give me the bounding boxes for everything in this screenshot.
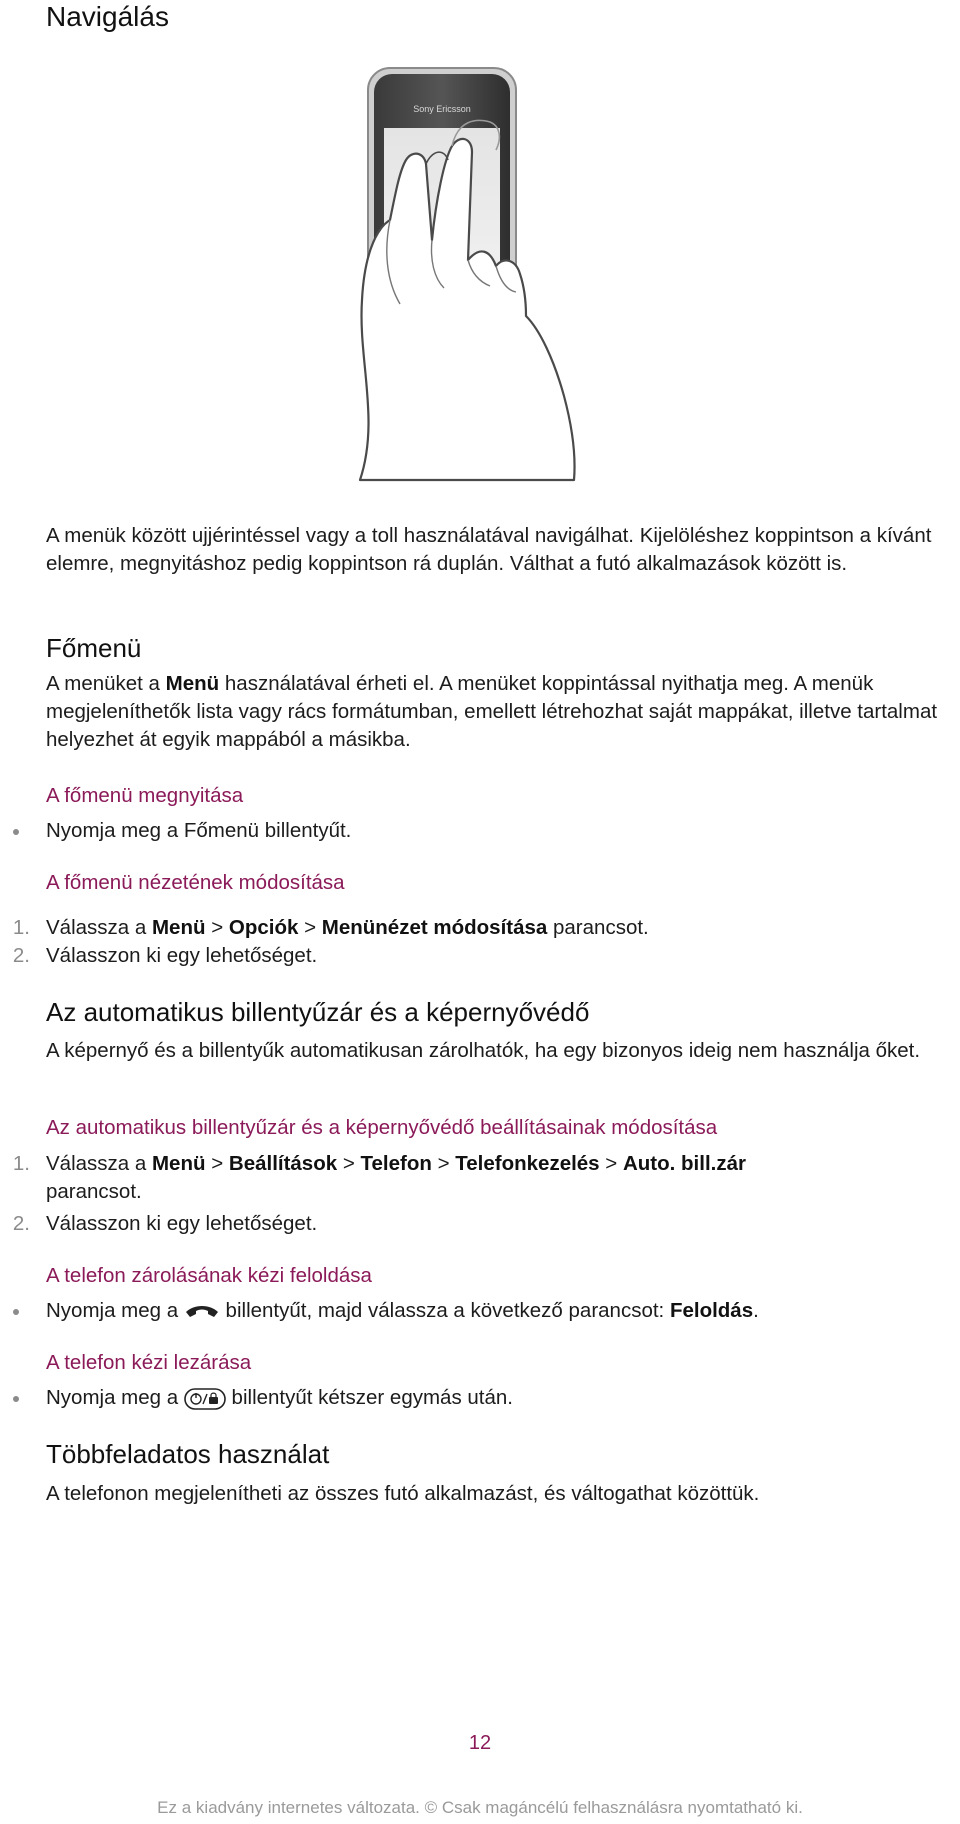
text-run: Válassza a xyxy=(46,916,152,939)
lock-paragraph: A képernyő és a billentyűk automatikusan zárolhatók, ha egy bizonyos ideig nem használja őket. xyxy=(46,1039,921,1062)
fomenu-paragraph xyxy=(46,670,960,754)
bullet-marker xyxy=(13,1309,19,1315)
text-run: . xyxy=(753,1299,759,1322)
step-text xyxy=(46,1150,956,1206)
text-run: parancsot. xyxy=(46,1180,142,1203)
ui-term-unlock: Feloldás xyxy=(669,1299,754,1322)
bullet-marker xyxy=(13,1396,19,1402)
bullet-marker xyxy=(13,829,19,835)
multitask-paragraph: A telefonon megjelenítheti az összes futó alkalmazást, és váltogathat közöttük. xyxy=(46,1482,760,1505)
ui-term: Telefonkezelés xyxy=(455,1152,600,1175)
page-number: 12 xyxy=(468,1732,492,1754)
text-run: A menüket a xyxy=(46,672,166,695)
step-text: Válasszon ki egy lehetőséget. xyxy=(46,944,318,967)
list-item-text xyxy=(46,1297,956,1325)
end-call-icon xyxy=(184,1302,220,1322)
text-run: billentyűt kétszer egymás után. xyxy=(225,1386,513,1409)
text-run: > xyxy=(298,916,322,939)
phone-hand-illustration xyxy=(340,60,580,500)
step-text xyxy=(46,914,956,942)
intro-paragraph: A menük között ujjérintéssel vagy a toll használatával navigálhat. Kijelöléshez koppintson a kívánt elemre, megnyitáshoz pedig koppintson rá duplán. Válthat a futó alkalmazások között is. xyxy=(46,524,932,575)
power-lock-key-icon xyxy=(184,1388,226,1410)
ui-term: Beállítások xyxy=(228,1152,338,1175)
step-number: 2. xyxy=(12,944,30,967)
text-run: > xyxy=(205,1152,229,1175)
list-item-text: Nyomja meg a Főmenü billentyűt. xyxy=(46,819,352,842)
text-run: billentyűt, majd válassza a következő parancsot: xyxy=(219,1299,670,1322)
page-title: Navigálás xyxy=(46,1,169,32)
text-run: > xyxy=(431,1152,456,1175)
ui-term-menu: Menü xyxy=(165,672,220,695)
task-heading-lock-settings: Az automatikus billentyűzár és a képernyővédő beállításainak módosítása xyxy=(46,1116,718,1139)
text-run: > xyxy=(205,916,229,939)
ui-term: Telefon xyxy=(360,1152,432,1175)
section-heading-fomenu: Főmenü xyxy=(46,633,142,663)
section-heading-lock: Az automatikus billentyűzár és a képernyővédő xyxy=(46,997,590,1027)
step-text: Válasszon ki egy lehetőséget. xyxy=(46,1212,318,1235)
footer-note: Ez a kiadvány internetes változata. © Csak magáncélú felhasználásra nyomtatható ki. xyxy=(157,1798,803,1817)
text-run: parancsot. xyxy=(547,916,649,939)
ui-term: Menünézet módosítása xyxy=(321,916,548,939)
text-run: Nyomja meg a xyxy=(46,1299,184,1322)
task-heading-manual-unlock: A telefon zárolásának kézi feloldása xyxy=(46,1264,372,1287)
text-run: Válassza a xyxy=(46,1152,152,1175)
text-run: Nyomja meg a xyxy=(46,1386,184,1409)
task-heading-open-main-menu: A főmenü megnyitása xyxy=(46,784,244,807)
task-heading-change-view: A főmenü nézetének módosítása xyxy=(46,871,345,894)
step-number: 2. xyxy=(12,1212,30,1235)
text-run: > xyxy=(337,1152,361,1175)
step-number: 1. xyxy=(12,1152,30,1175)
text-run: > xyxy=(599,1152,623,1175)
ui-term: Menü xyxy=(151,1152,206,1175)
list-item-text xyxy=(46,1384,956,1412)
section-heading-multitask: Többfeladatos használat xyxy=(46,1439,330,1469)
step-number: 1. xyxy=(12,916,30,939)
ui-term: Menü xyxy=(151,916,206,939)
ui-term: Opciók xyxy=(228,916,299,939)
ui-term: Auto. bill.zár xyxy=(622,1152,746,1175)
task-heading-manual-lock: A telefon kézi lezárása xyxy=(46,1351,252,1374)
phone-brand: Sony Ericsson xyxy=(413,104,471,114)
text-run: használatával érheti el. A menüket koppintással nyithatja meg. A menük megjeleníthetők lista vagy rács formátumban, emellett létrehozhat saját mappákat, illetve tartalmat helyezhet át egyik mappából a másikba. xyxy=(46,672,938,751)
